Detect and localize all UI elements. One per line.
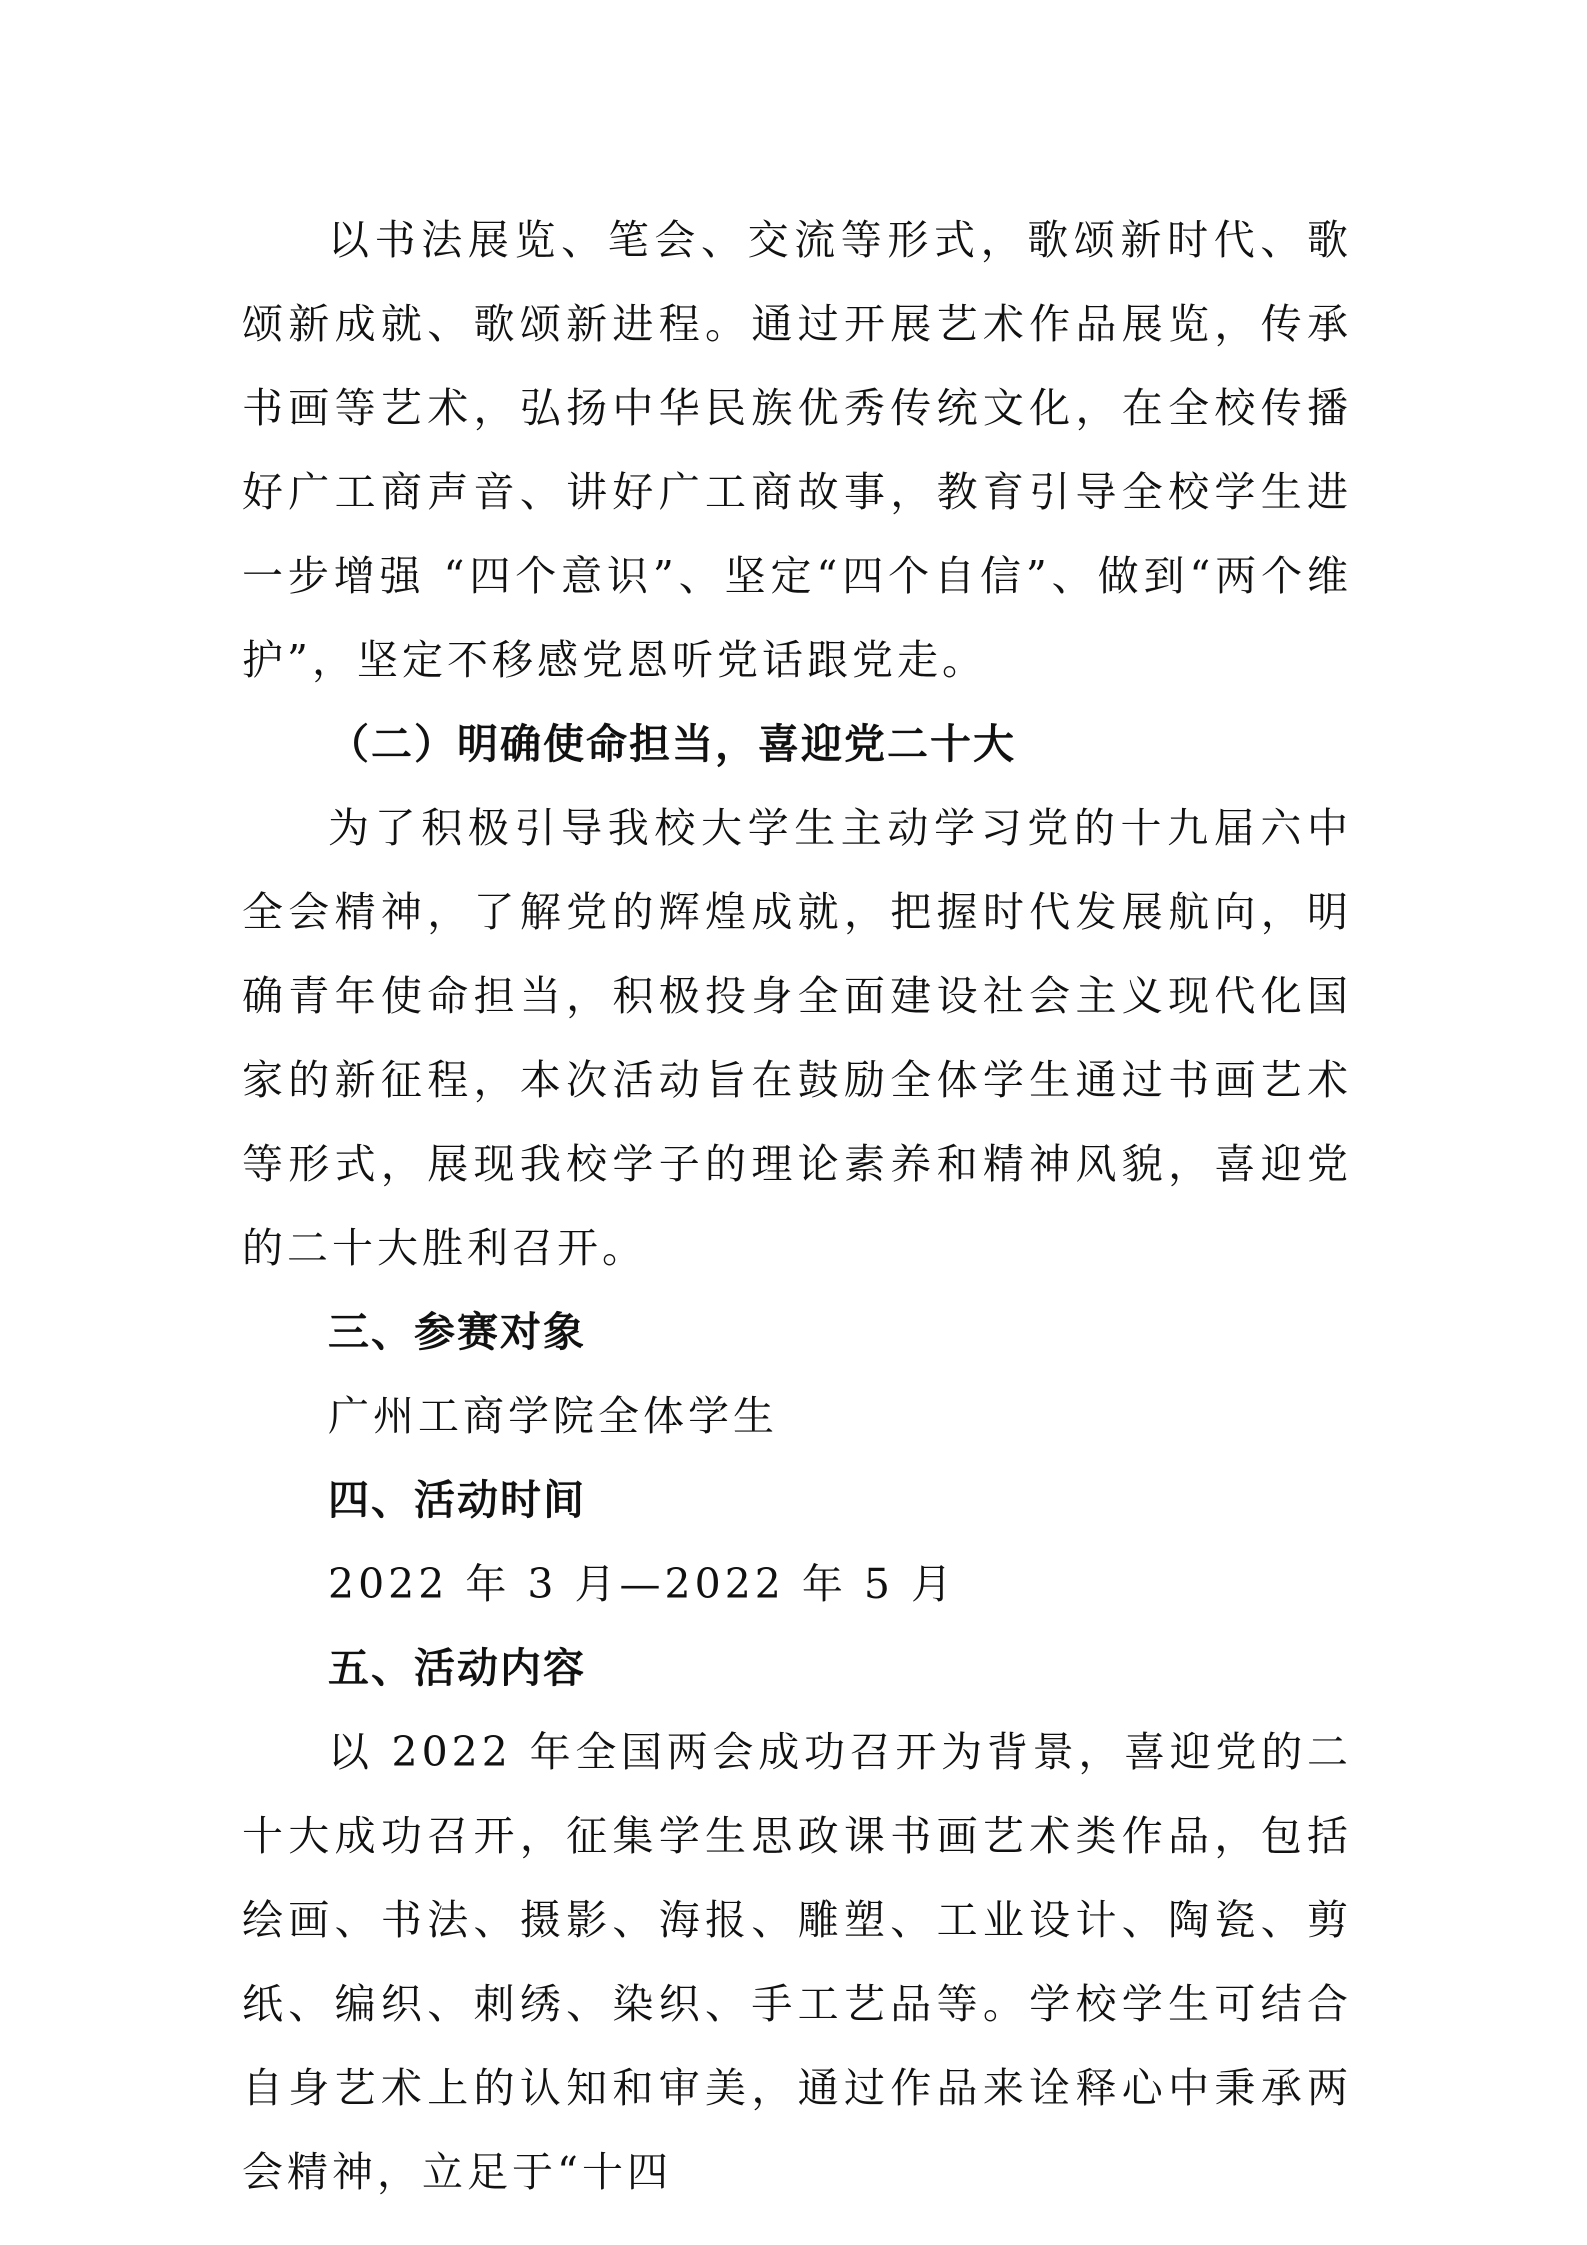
- intro-paragraph: 以书法展览、笔会、交流等形式，歌颂新时代、歌颂新成就、歌颂新进程。通过开展艺术作品展览，传承书画等艺术，弘扬中华民族优秀传统文化，在全校传播好广工商声音、讲好广工商故事，教育引导全校学生进一步增强 “四个意识”、坚定“四个自信”、做到“两个维护”，坚定不移感党恩听党话跟党走。: [242, 216, 1352, 684]
- subsection-heading-2: （二）明确使命担当，喜迎党二十大: [328, 720, 1016, 768]
- document-body: [242, 198, 1352, 2214]
- section-5-title: 五、活动内容: [328, 1644, 586, 1692]
- subsection-2-paragraph: 为了积极引导我校大学生主动学习党的十九届六中全会精神，了解党的辉煌成就，把握时代发展航向，明确青年使命担当，积极投身全面建设社会主义现代化国家的新征程，本次活动旨在鼓励全体学生通过书画艺术等形式，展现我校学子的理论素养和精神风貌，喜迎党的二十大胜利召开。: [242, 804, 1352, 1272]
- section-3-title: 三、参赛对象: [328, 1308, 586, 1356]
- section-4-text: 2022 年 3 月—2022 年 5 月: [328, 1560, 957, 1608]
- section-3-text: 广州工商学院全体学生: [328, 1392, 778, 1440]
- section-5-paragraph: 以 2022 年全国两会成功召开为背景，喜迎党的二十大成功召开，征集学生思政课书画艺术类作品，包括绘画、书法、摄影、海报、雕塑、工业设计、陶瓷、剪纸、编织、刺绣、染织、手工艺品等。学校学生可结合自身艺术上的认知和审美，通过作品来诠释心中秉承两会精神，立足于“十四: [242, 1728, 1352, 2196]
- section-4-title: 四、活动时间: [328, 1476, 586, 1524]
